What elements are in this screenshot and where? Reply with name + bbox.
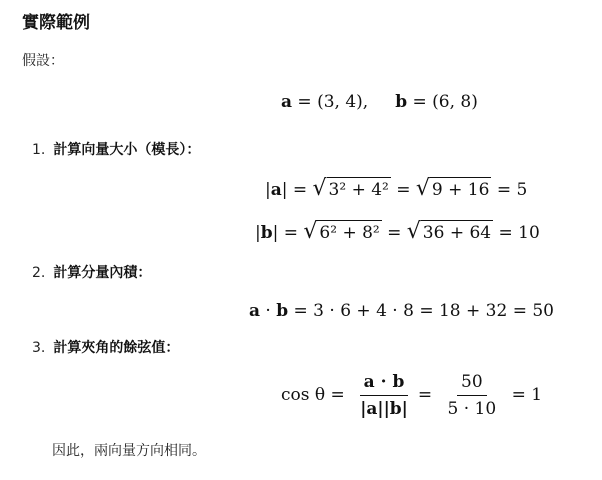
numerator: 50	[457, 372, 487, 396]
result: = 5	[496, 180, 528, 200]
vector-a: a	[249, 301, 261, 321]
sqrt-expression	[416, 180, 492, 200]
page-title: 實際範例	[22, 13, 90, 33]
sqrt-expression	[407, 223, 493, 243]
step-number: 3.	[32, 340, 46, 356]
step-number: 1.	[32, 142, 46, 158]
radicand: 9 + 16	[430, 177, 492, 200]
step-2	[32, 262, 151, 282]
step-number: 2.	[32, 265, 46, 281]
vector-b: b	[260, 223, 273, 243]
given-vectors	[281, 92, 478, 112]
magnitude-b-equation: |b| = √ 6² + 8² = √ 36 + 64 = 10	[255, 223, 540, 243]
vector-a-value: = (3, 4),	[297, 92, 369, 112]
numerator: a · b	[360, 372, 409, 396]
sqrt-expression	[313, 180, 391, 200]
dot-product-rhs: = 3 · 6 + 4 · 8 = 18 + 32 = 50	[293, 301, 554, 321]
vector-b: b	[276, 301, 289, 321]
step-label: 計算分量內積：	[53, 265, 152, 281]
radicand: 6² + 8²	[317, 220, 381, 243]
result: = 10	[498, 223, 540, 243]
assumption-label: 假設：	[22, 53, 64, 69]
step-label: 計算夾角的餘弦值：	[53, 340, 180, 356]
vector-a: a	[281, 92, 293, 112]
conclusion-text: 因此，兩向量方向相同。	[52, 443, 206, 459]
step-label: 計算向量大小（模長）：	[53, 142, 201, 158]
cosine-equation: cos θ = $\frac{a \cdot b}{|a||b|}$ = $\frac{50}{5 \cdot 10}$ = 1	[281, 372, 543, 419]
denominator: 5 · 10	[447, 399, 497, 419]
vector-b: b	[395, 92, 408, 112]
denominator: |a||b|	[360, 399, 408, 419]
radicand: 3² + 4²	[327, 177, 391, 200]
fraction	[443, 372, 500, 419]
step-3	[32, 337, 179, 357]
vector-a: a	[270, 180, 282, 200]
dot-product-equation: a · b = 3 · 6 + 4 · 8 = 18 + 32 = 50	[249, 301, 554, 321]
sqrt-expression	[303, 223, 381, 243]
result: = 1	[511, 385, 543, 405]
vector-b-value: = (6, 8)	[412, 92, 478, 112]
step-1	[32, 139, 200, 159]
radicand: 36 + 64	[421, 220, 493, 243]
cosine-lhs: cos θ =	[281, 385, 345, 405]
fraction	[356, 372, 412, 419]
magnitude-a-equation: |a| = √ 3² + 4² = √ 9 + 16 = 5	[265, 180, 527, 200]
